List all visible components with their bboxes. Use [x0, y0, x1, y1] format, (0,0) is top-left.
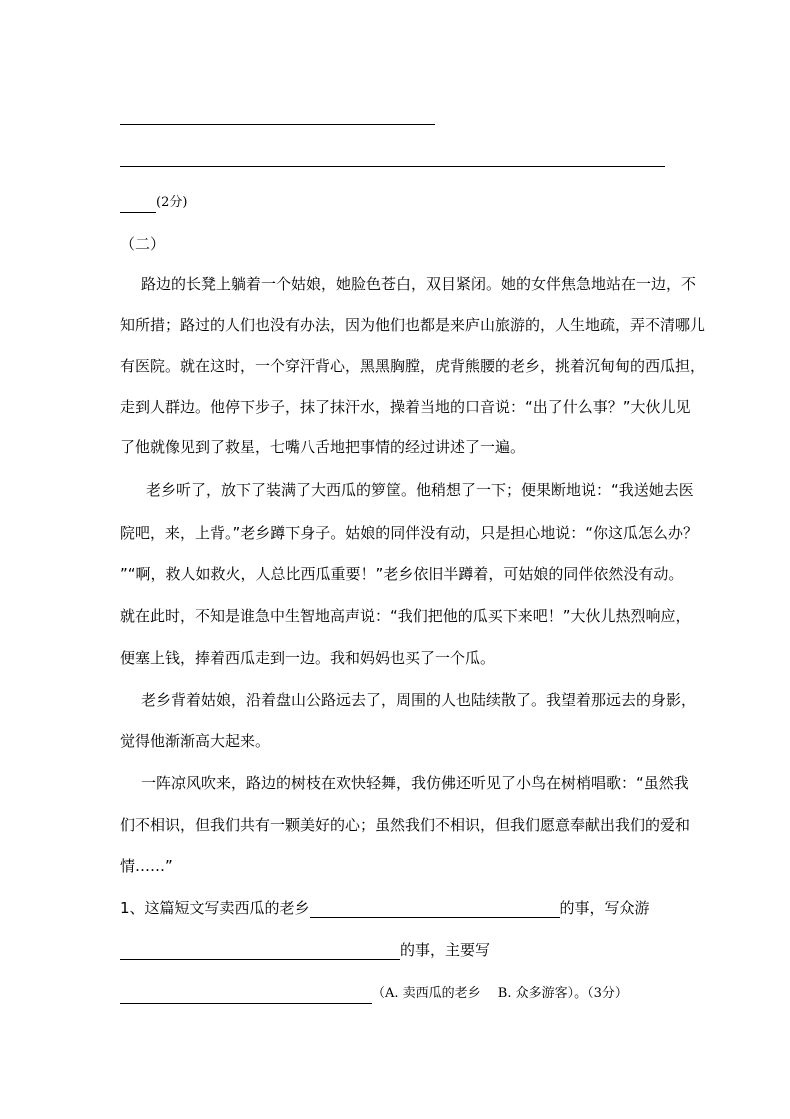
paragraph-2-line-2: 院吧，来，上背。”老乡蹲下身子。姑娘的同伴没有动，只是担心地说：“你这瓜怎么办？: [120, 524, 699, 542]
paragraph-3-line-1: 老乡背着姑娘，沿着盘山公路远去了，周围的人也陆续散了。我望着那远去的身影，: [141, 691, 697, 709]
answer-line-2: [120, 166, 665, 167]
score-label: (2分): [156, 195, 188, 210]
question-1-line-1: [120, 898, 650, 918]
paragraph-3-line-2: 觉得他渐渐高大起来。: [120, 732, 271, 750]
answer-line-1: [120, 124, 435, 125]
answer-blank-short: [120, 198, 156, 213]
paragraph-1-line-1: 路边的长凳上躺着一个姑娘，她脸色苍白，双目紧闭。她的女伴焦急地站在一边，不: [141, 275, 697, 293]
paragraph-4-line-3: 情……”: [120, 857, 173, 875]
paragraph-2-line-3: ”“啊，救人如救火，人总比西瓜重要！”老乡依旧半蹲着，可姑娘的同伴依然没有动。: [120, 565, 684, 583]
question-1-options: （A. 卖西瓜的老乡 B. 众多游客）。（3分）: [372, 986, 628, 1001]
paragraph-2-line-4: 就在此时，不知是谁急中生智地高声说：“我们把他的瓜买下来吧！”大伙儿热烈响应，: [120, 607, 691, 625]
paragraph-4-line-2: 们不相识，但我们共有一颗美好的心；虽然我们不相识，但我们愿意奉献出我们的爱和: [120, 816, 691, 834]
paragraph-1-line-3: 有医院。就在这时，一个穿汗背心，黑黑胸膛，虎背熊腰的老乡，挑着沉甸甸的西瓜担，: [120, 357, 706, 375]
question-1-mid2: 的事，主要写: [400, 941, 491, 959]
paragraph-1-line-2: 知所措；路过的人们也没有办法，因为他们也都是来庐山旅游的，人生地疏，弄不清哪儿: [120, 316, 706, 334]
question-1-line-3: [120, 982, 628, 1004]
paragraph-1-line-5: 了他就像见到了救星，七嘴八舌地把事情的经过讲述了一遍。: [120, 438, 526, 456]
question-1-prefix: 1、这篇短文写卖西瓜的老乡: [120, 899, 310, 917]
question-1-blank-1[interactable]: [310, 903, 560, 918]
paragraph-2-line-5: 便塞上钱，捧着西瓜走到一边。我和妈妈也买了一个瓜。: [120, 649, 496, 667]
score-line: [120, 191, 187, 213]
question-1-blank-2[interactable]: [120, 945, 400, 960]
question-1-line-2: [120, 940, 490, 960]
question-1-blank-3[interactable]: [120, 989, 372, 1004]
paragraph-1-line-4: 走到人群边。他停下步子，抹了抹汗水，操着当地的口音说：“出了什么事？”大伙儿见: [120, 398, 691, 416]
paragraph-2-line-1: 老乡听了，放下了装满了大西瓜的箩筐。他稍想了一下；便果断地说：“我送她去医: [146, 481, 694, 499]
paragraph-4-line-1: 一阵凉风吹来，路边的树枝在欢快轻舞，我仿佛还听见了小鸟在树梢唱歌：“虽然我: [141, 774, 689, 792]
section-heading: （二）: [120, 235, 166, 253]
question-1-mid1: 的事，写众游: [559, 899, 650, 917]
